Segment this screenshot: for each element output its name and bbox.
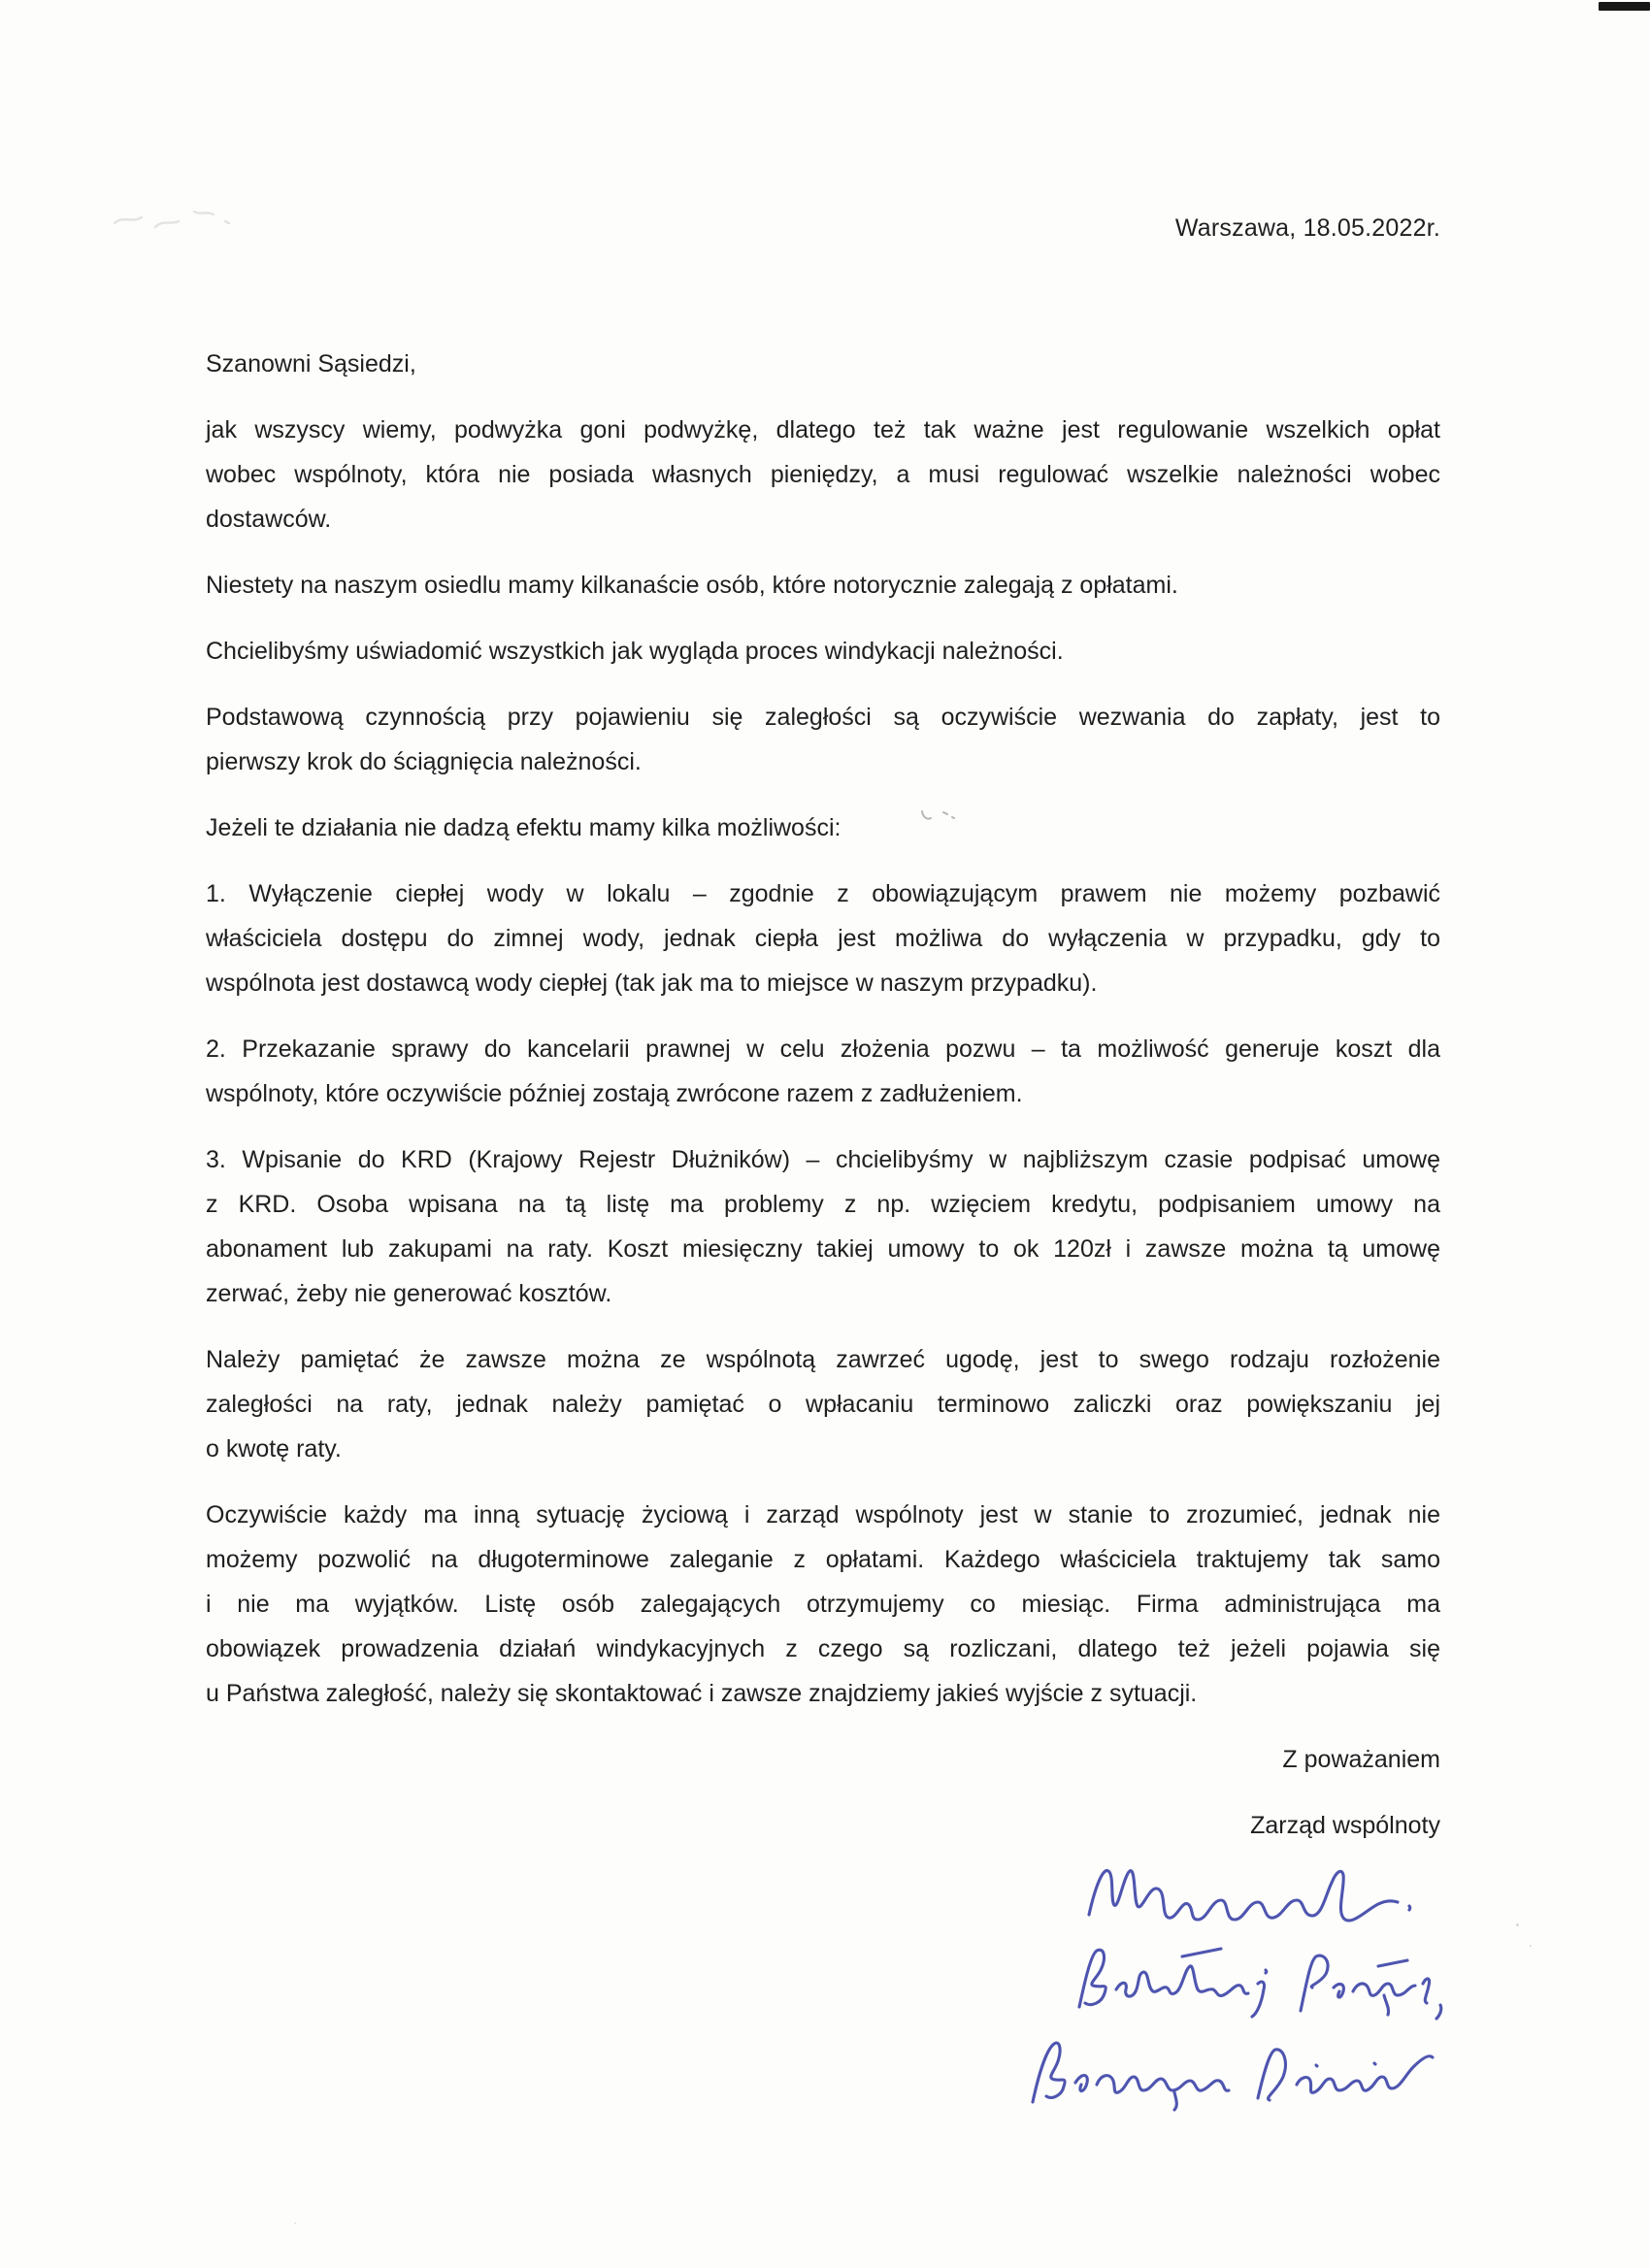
text-line: Chcielibyśmy uświadomić wszystkich jak wygląda proces windykacji należności. xyxy=(206,638,1064,665)
salutation: Szanowni Sąsiedzi, xyxy=(206,350,416,378)
text-line: 1. Wyłączenie ciepłej wody w lokalu – zgodnie z obowiązującym prawem nie możemy pozbawić xyxy=(206,880,1440,907)
text-line: wspólnoty, które oczywiście później zostają zwrócone razem z zadłużeniem. xyxy=(206,1080,1023,1107)
scan-mark-artifact xyxy=(916,804,961,829)
text-line: 3. Wpisanie do KRD (Krajowy Rejestr Dłużników) – chcielibyśmy w najbliższym czasie podpisać umowę xyxy=(206,1146,1440,1173)
text-line: Należy pamiętać że zawsze można ze wspólnotą zawrzeć ugodę, jest to swego rodzaju rozłożenie xyxy=(206,1346,1440,1373)
text-line: abonament lub zakupami na raty. Koszt miesięczny takiej umowy to ok 120zł i zawsze można tą umowę xyxy=(206,1235,1440,1263)
handwritten-signature xyxy=(1021,1859,1454,2118)
list-item-2-law-firm xyxy=(206,1027,1440,1116)
text-line: zaległości na raty, jednak należy pamiętać o wpłacaniu terminowo zaliczki oraz powiększaniu jej xyxy=(206,1391,1440,1418)
text-line: Oczywiście każdy ma inną sytuację życiową i zarząd wspólnoty jest w stanie to zrozumieć, jednak nie xyxy=(206,1501,1440,1528)
body-paragraph-9 xyxy=(206,1337,1440,1471)
text-line: jak wszyscy wiemy, podwyżka goni podwyżkę, dlatego też tak ważne jest regulowanie wszelkich opłat xyxy=(206,416,1440,444)
text-line: Niestety na naszym osiedlu mamy kilkanaście osób, które notorycznie zalegają z opłatami. xyxy=(206,572,1178,599)
text-line: zerwać, żeby nie generować kosztów. xyxy=(206,1280,612,1307)
letter-body xyxy=(206,342,1440,1848)
scan-speckle xyxy=(1516,1923,1519,1926)
closing-valediction: Z poważaniem xyxy=(1282,1746,1440,1773)
text-line: wobec wspólnoty, która nie posiada własnych pieniędzy, a musi regulować wszelkie należności wobec xyxy=(206,461,1440,488)
body-paragraph-10 xyxy=(206,1493,1440,1716)
text-line: Podstawową czynnością przy pojawieniu się zaległości są oczywiście wezwania do zapłaty, jest to xyxy=(206,704,1440,731)
date-line: Warszawa, 18.05.2022r. xyxy=(1174,214,1440,242)
text-line: i nie ma wyjątków. Listę osób zalegających otrzymujemy co miesiąc. Firma administrująca ma xyxy=(206,1591,1440,1618)
scan-speckle xyxy=(294,2222,296,2224)
closing-block xyxy=(206,1737,1440,1848)
body-paragraph-4 xyxy=(206,695,1440,784)
closing-signoff: Zarząd wspólnoty xyxy=(1250,1812,1440,1839)
scan-artifact-bar xyxy=(1599,2,1650,11)
list-item-1-hot-water xyxy=(206,871,1440,1005)
scan-speckle xyxy=(1530,1945,1532,1947)
text-line: wspólnota jest dostawcą wody ciepłej (tak jak ma to miejsce w naszym przypadku). xyxy=(206,970,1098,997)
text-line: obowiązek prowadzenia działań windykacyjnych z czego są rozliczani, dlatego też jeżeli pojawia się xyxy=(206,1635,1440,1662)
body-paragraph-2 xyxy=(206,563,1440,608)
text-line: o kwotę raty. xyxy=(206,1435,342,1463)
body-paragraph-5 xyxy=(206,805,1440,850)
text-line: możemy pozwolić na długoterminowe zaleganie z opłatami. Każdego właściciela traktujemy tak samo xyxy=(206,1546,1440,1573)
text-line: u Państwa zaległość, należy się skontaktować i zawsze znajdziemy jakieś wyjście z sytuacji. xyxy=(206,1680,1198,1707)
body-paragraph-1 xyxy=(206,408,1440,542)
text-line: Jeżeli te działania nie dadzą efektu mamy kilka możliwości: xyxy=(206,814,842,841)
text-line: dostawców. xyxy=(206,506,332,533)
body-paragraph-3 xyxy=(206,629,1440,674)
text-line: pierwszy krok do ściągnięcia należności. xyxy=(206,748,642,775)
text-line: z KRD. Osoba wpisana na tą listę ma problemy z np. wzięciem kredytu, podpisaniem umowy na xyxy=(206,1191,1440,1218)
text-line: właściciela dostępu do zimnej wody, jednak ciepła jest możliwa do wyłączenia w przypadku, gdy to xyxy=(206,925,1440,952)
list-item-3-krd xyxy=(206,1137,1440,1316)
text-line: 2. Przekazanie sprawy do kancelarii prawnej w celu złożenia pozwu – ta możliwość generuje koszt dla xyxy=(206,1035,1440,1063)
